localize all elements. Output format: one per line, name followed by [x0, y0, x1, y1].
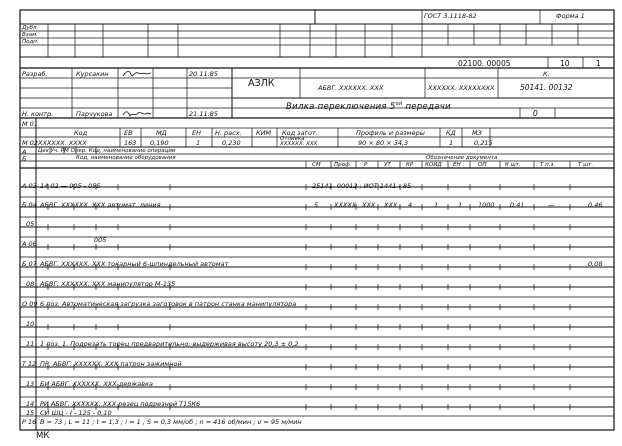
k-label: К. — [543, 70, 550, 78]
row-b04-tsht: 0,46 — [588, 201, 603, 209]
header-doc-title: Обозначение документа — [426, 155, 498, 161]
revision: 0 — [533, 109, 538, 118]
footer-mk: МК — [36, 431, 50, 441]
material-profile: 90 × 80 × 34,3 — [358, 139, 409, 147]
row-label-m02: М 02 — [22, 139, 38, 147]
material-ev: 163 — [124, 139, 137, 147]
checker-signature — [122, 109, 152, 118]
header-kod: Код — [74, 129, 88, 137]
row-text-11: 1 поз. 1. Подрезать торец предварительно, выдерживая высоту 20,3 ± 0,2 — [40, 340, 299, 348]
material-md: 0,190 — [150, 139, 169, 147]
header-ev: ЕВ — [124, 129, 133, 137]
header-row-b: Б — [22, 155, 27, 163]
row-b04-sm: 5 — [314, 201, 319, 209]
header-en: ЕН — [192, 129, 201, 137]
row-label-05: 05 — [26, 220, 35, 228]
row-b04-kst: 0,41 — [510, 201, 525, 209]
row-b04-op: 1000 — [478, 201, 495, 209]
header-tsht: Т шт. — [578, 162, 594, 168]
row-text-a06: 005 — [94, 236, 107, 244]
row-b04-koid: 1 — [434, 201, 439, 209]
row-text-p16: В = 73 ; L = 11 ; t = 1,3 ; i = 1 ; S = 0,3 мм/об ; n = 416 об/мин ; υ = 95 м/мин — [40, 418, 302, 426]
header-a-columns: Цех Уч. РМ Опер. Код, наименование операции — [38, 148, 176, 154]
header-mz: МЗ — [472, 129, 482, 137]
row-text-b04: АБВГ. XXXXXX. XXX автомат. линия — [40, 201, 161, 209]
developer-date: 20.11.85 — [189, 70, 218, 78]
material-otlivka-code: XXXXXX. XXX — [280, 141, 318, 147]
header-kd: КД — [446, 129, 456, 137]
row-b04-kr: 4 — [408, 201, 413, 209]
k-code: 50141. 00132 — [520, 83, 573, 92]
row-text-b07: АБВГ. XXXXXX. XXX токарный 6-шпиндельный автомат — [40, 260, 229, 268]
header-kr: КР — [406, 162, 414, 168]
row-b04-en: 1 — [458, 201, 463, 209]
checker-date: 21.11.85 — [189, 110, 218, 118]
row-label-a06: А 06 — [22, 240, 37, 248]
row-tail-a03: 25141. 00012 ; ИОТ 1441 - 85 — [312, 182, 412, 190]
row-label-p16: Р 16 — [22, 418, 37, 426]
header-r: Р — [364, 162, 368, 168]
material-otlivka: Отливка — [280, 136, 305, 142]
gost-number: ГОСТ 3.1118-82 — [424, 12, 477, 20]
label-podp: Подп. — [22, 39, 39, 45]
material-en: 1 — [196, 139, 201, 147]
header-kim: КИМ — [256, 129, 272, 137]
row-label-13: 13 — [26, 380, 35, 388]
header-md: МД — [156, 129, 167, 137]
form-number: Форма 1 — [556, 12, 585, 20]
organization: АЗЛК — [248, 78, 275, 89]
row-text-a03: 14 02 — 005 - 055 — [40, 182, 101, 190]
row-text-15: СИ ШЦ - I - 125 - 0,10 — [40, 409, 112, 417]
row-label-t12: Т 12 — [22, 360, 37, 368]
label-dubl: Дубл. — [22, 25, 39, 31]
material-nrash: 0,230 — [222, 139, 241, 147]
header-prof: Проф. — [334, 162, 352, 168]
header-en-col: ЕН — [453, 162, 461, 168]
row-label-m01: М 01 — [22, 120, 38, 128]
sheet-number: 1 — [596, 59, 601, 68]
row-b04-prof: XXXXX — [334, 201, 357, 209]
row-label-14: 14 — [26, 400, 35, 408]
header-profil: Профиль и размеры — [356, 129, 425, 137]
material-kod: XXXXXX. XXXX — [38, 139, 87, 147]
developer-signature — [122, 69, 152, 78]
sheets-total: 10 — [560, 59, 570, 68]
header-op: ОП — [478, 162, 487, 168]
header-row-a: А — [22, 148, 27, 156]
doc-code: 02100. 00005 — [458, 59, 511, 68]
product-code: АБВГ. XXXXXX. XXX — [318, 84, 384, 92]
row-b04-r: XXX — [362, 201, 376, 209]
header-ut: УТ — [384, 162, 391, 168]
header-tpz: Т п.з. — [540, 162, 556, 168]
header-sm: СМ — [312, 162, 321, 168]
row-b04-ut: XXX — [384, 201, 398, 209]
row-text-14: РИ АБВГ. XXXXXX. XXX резец подрезной Т15К6 — [40, 400, 201, 408]
row-text-08: АБВГ. XXXXXX. XXX манипулятор М-135 — [40, 280, 176, 288]
row-label-b04: Б 04 — [22, 201, 37, 209]
role-developer: Разраб. — [22, 70, 48, 78]
row-label-b07: Б 07 — [22, 260, 37, 268]
row-b07-tsht: 0,08 — [588, 260, 603, 268]
row-label-11: 11 — [26, 340, 35, 348]
row-label-a03: А 03 — [22, 182, 37, 190]
role-norm-control: Н. контр. — [22, 110, 54, 118]
header-kst: К шт. — [505, 162, 521, 168]
row-label-o09: О 09 — [22, 300, 38, 308]
label-vzam: Взам. — [22, 32, 38, 38]
row-label-15: 15 — [26, 409, 35, 417]
row-text-13: БИ АБВГ. XXXXXX. XXX державка — [40, 380, 153, 388]
header-nrash: Н. расх. — [215, 129, 242, 137]
checker-name: Парчукова — [76, 110, 113, 118]
material-kd: 1 — [449, 139, 454, 147]
header-koid: КОИД — [425, 162, 442, 168]
row-b04-tpz: — — [548, 201, 555, 209]
material-mz: 0,215 — [474, 139, 493, 147]
row-text-t12: ПР. АБВГ. XXXXXX. XXX патрон зажимной — [40, 360, 182, 368]
developer-name: Курсакин — [76, 70, 109, 78]
part-name: Вилка переключения $5^{ой}$ передачи — [286, 101, 451, 112]
header-b-columns: Код, наименование оборудования — [76, 155, 176, 161]
header-kod-zag: Код загот. — [282, 129, 318, 137]
row-label-08: 08 — [26, 280, 35, 288]
row-text-o09: 6 поз. Автоматическая загрузка заготовок в патрон станка манипулятора — [40, 300, 297, 308]
row-label-10: 10 — [26, 320, 35, 328]
product-code-2: XXXXXX. XXXXXXXX — [428, 84, 495, 92]
